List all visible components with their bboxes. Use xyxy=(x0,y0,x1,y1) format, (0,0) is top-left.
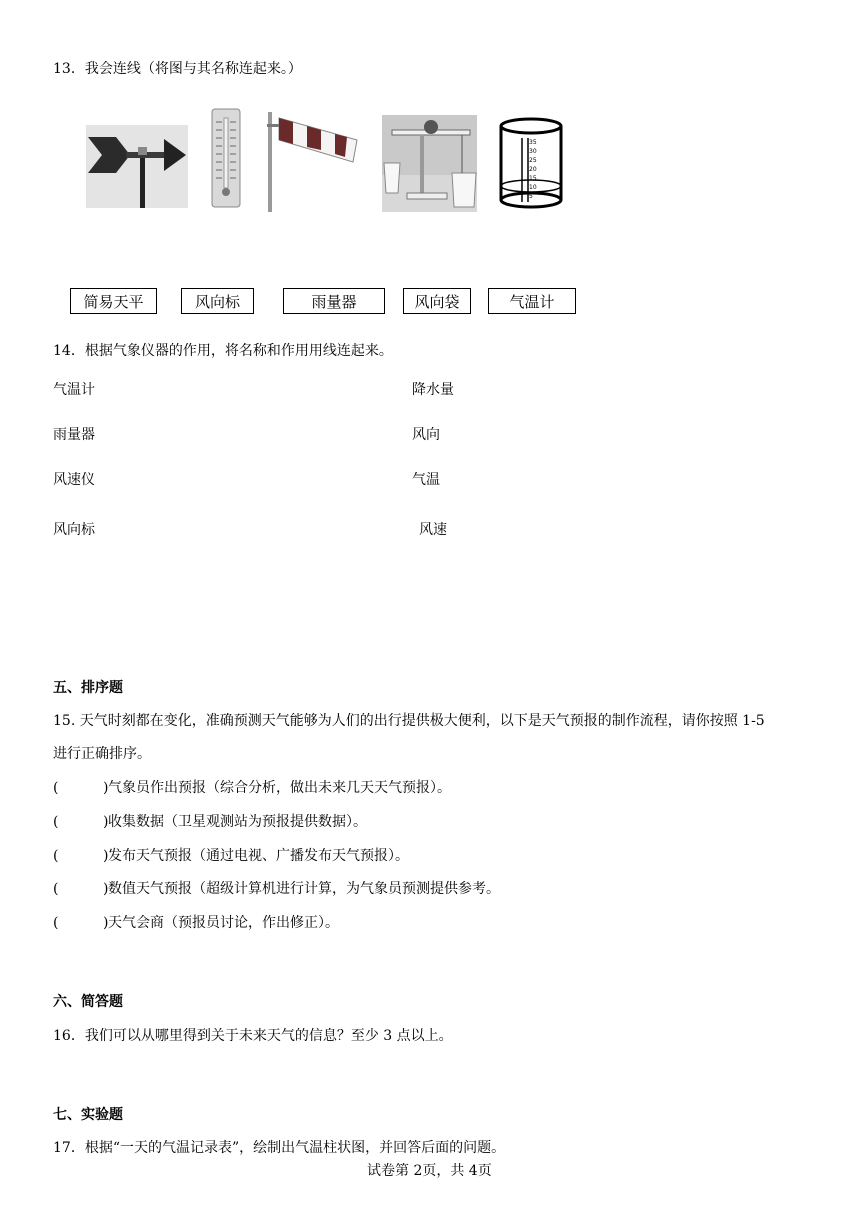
section-7-title: 七、实验题 xyxy=(53,1107,123,1123)
label-box-wind-vane[interactable]: 风向标 xyxy=(181,288,254,314)
q14-right-3[interactable]: 气温 xyxy=(412,472,440,488)
q14-left-1[interactable]: 气温计 xyxy=(53,382,95,398)
windsock-icon xyxy=(265,110,360,212)
order-blank-open-2[interactable]: ( xyxy=(53,814,59,830)
thermometer-icon xyxy=(211,108,241,208)
q14-right-1[interactable]: 降水量 xyxy=(412,382,454,398)
q17-text: 17．根据“一天的气温记录表”，绘制出气温柱状图，并回答后面的问题。 xyxy=(53,1140,506,1156)
order-blank-close-2[interactable]: ) xyxy=(103,814,109,830)
q13-text: 13．我会连线（将图与其名称连起来。） xyxy=(53,61,302,77)
order-blank-open-5[interactable]: ( xyxy=(53,915,59,931)
label-box-simple-balance[interactable]: 简易天平 xyxy=(70,288,157,314)
order-blank-open-3[interactable]: ( xyxy=(53,848,59,864)
gauge-tick-20: 20 xyxy=(529,166,537,173)
gauge-tick-15: 15 xyxy=(529,175,537,182)
order-blank-close-1[interactable]: ) xyxy=(103,780,109,796)
q14-right-2[interactable]: 风向 xyxy=(412,427,440,443)
order-blank-close-3[interactable]: ) xyxy=(103,848,109,864)
order-blank-close-4[interactable]: ) xyxy=(103,881,109,897)
q15-line2: 进行正确排序。 xyxy=(53,746,151,762)
wind-vane-icon xyxy=(86,125,188,208)
rain-gauge-icon xyxy=(498,116,564,212)
label-box-windsock[interactable]: 风向袋 xyxy=(403,288,471,314)
q14-left-4[interactable]: 风向标 xyxy=(53,522,95,538)
q14-left-3[interactable]: 风速仪 xyxy=(53,472,95,488)
gauge-tick-25: 25 xyxy=(529,157,537,164)
gauge-tick-30: 30 xyxy=(529,148,537,155)
gauge-tick-10: 10 xyxy=(529,184,537,191)
order-blank-open-4[interactable]: ( xyxy=(53,881,59,897)
q14-right-4[interactable]: 风速 xyxy=(419,522,447,538)
order-item-4: 数值天气预报（超级计算机进行计算，为气象员预测提供参考。 xyxy=(108,881,500,897)
order-item-5: 天气会商（预报员讨论，作出修正）。 xyxy=(108,915,339,931)
section-6-title: 六、简答题 xyxy=(53,994,123,1010)
gauge-tick-5: 5 xyxy=(529,193,533,200)
label-box-rain-gauge[interactable]: 雨量器 xyxy=(283,288,385,314)
label-box-thermometer[interactable]: 气温计 xyxy=(488,288,576,314)
gauge-tick-35: 35 xyxy=(529,139,537,146)
q15-line1: 15. 天气时刻都在变化，准确预测天气能够为人们的出行提供极大便利，以下是天气预报的制作流程，请你按照 1-5 xyxy=(53,713,765,729)
order-item-3: 发布天气预报（通过电视、广播发布天气预报）。 xyxy=(108,848,409,864)
q14-text: 14．根据气象仪器的作用，将名称和作用用线连起来。 xyxy=(53,343,393,359)
order-blank-open-1[interactable]: ( xyxy=(53,780,59,796)
q14-left-2[interactable]: 雨量器 xyxy=(53,427,95,443)
order-blank-close-5[interactable]: ) xyxy=(103,915,109,931)
simple-balance-icon xyxy=(382,115,477,212)
order-item-2: 收集数据（卫星观测站为预报提供数据）。 xyxy=(108,814,367,830)
order-item-1: 气象员作出预报（综合分析，做出未来几天天气预报）。 xyxy=(108,780,451,796)
page-footer: 试卷第 2页，共 4页 xyxy=(367,1163,492,1179)
q16-text: 16．我们可以从哪里得到关于未来天气的信息？至少 3 点以上。 xyxy=(53,1028,453,1044)
section-5-title: 五、排序题 xyxy=(53,680,123,696)
